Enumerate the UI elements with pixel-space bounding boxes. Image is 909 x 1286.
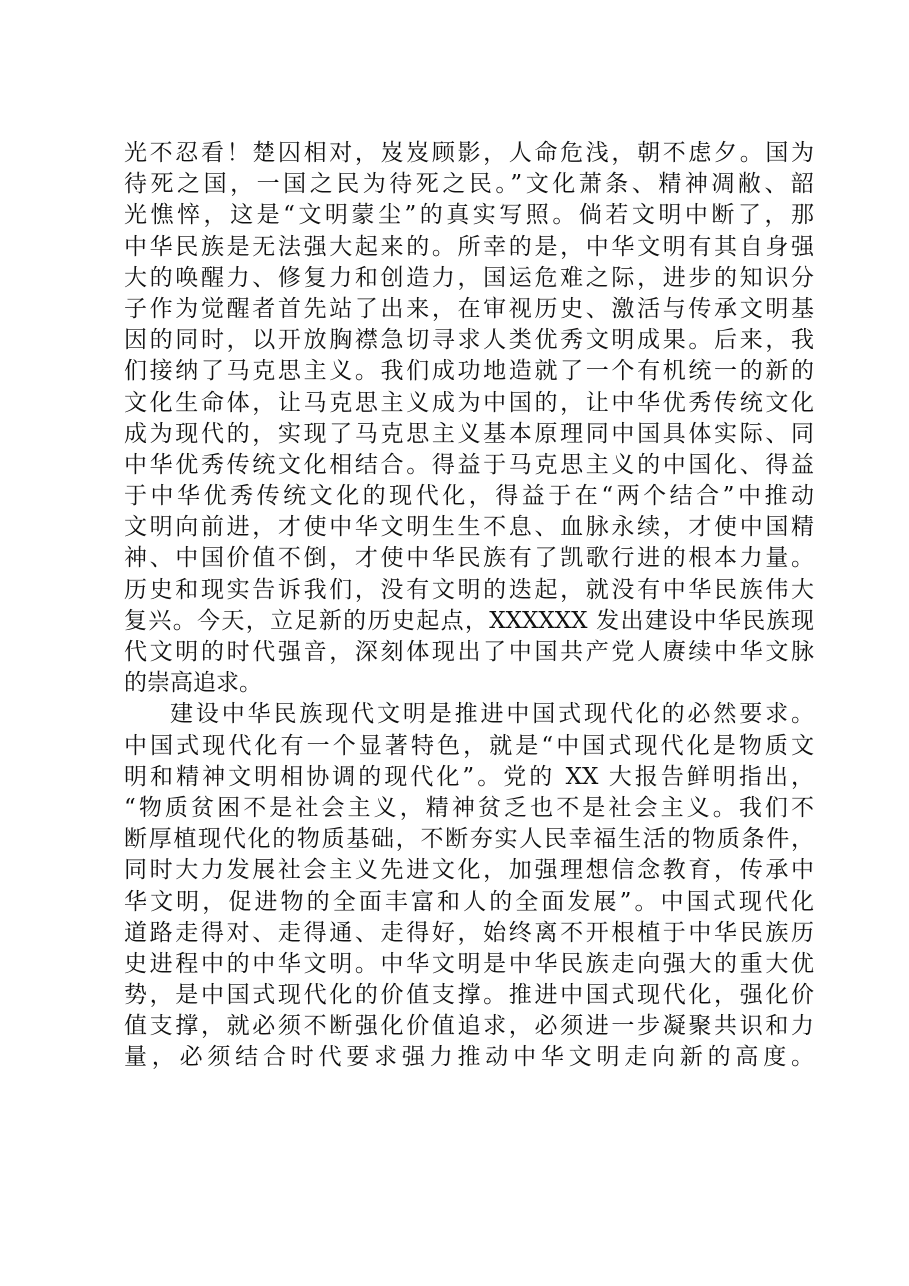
text-line: 待死之国，一国之民为待死之民。”文化萧条、精神凋敝、韶 bbox=[124, 171, 814, 198]
body-text bbox=[124, 138, 814, 1074]
text-line: 华文明，促进物的全面丰富和人的全面发展”。中国式现代化 bbox=[124, 888, 814, 915]
text-line: 中华优秀传统文化相结合。得益于马克思主义的中国化、得益 bbox=[124, 451, 814, 478]
paragraph-end-line: 的崇高追求。 bbox=[124, 670, 262, 697]
text-line: 断厚植现代化的物质基础，不断夯实人民幸福生活的物质条件， bbox=[124, 826, 814, 853]
text-line: 因的同时，以开放胸襟急切寻求人类优秀文明成果。后来，我 bbox=[124, 327, 814, 354]
text-line: 们接纳了马克思主义。我们成功地造就了一个有机统一的新的 bbox=[124, 358, 814, 385]
text-line: 文化生命体，让马克思主义成为中国的，让中华优秀传统文化 bbox=[124, 389, 814, 416]
text-line: 光憔悴，这是“文明蒙尘”的真实写照。倘若文明中断了，那 bbox=[124, 202, 814, 229]
text-line: 中国式现代化有一个显著特色，就是“中国式现代化是物质文 bbox=[124, 732, 814, 759]
text-line: 同时大力发展社会主义先进文化，加强理想信念教育，传承中 bbox=[124, 857, 814, 884]
text-line: 中华民族是无法强大起来的。所幸的是，中华文明有其自身强 bbox=[124, 233, 814, 260]
text-line: 大的唤醒力、修复力和创造力，国运危难之际，进步的知识分 bbox=[124, 264, 814, 291]
text-line: 神、中国价值不倒，才使中华民族有了凯歌行进的根本力量。 bbox=[124, 545, 814, 572]
text-line: 量，必须结合时代要求强力推动中华文明走向新的高度。 bbox=[124, 1044, 814, 1071]
text-line: “物质贫困不是社会主义，精神贫乏也不是社会主义。我们不 bbox=[124, 794, 814, 821]
text-line: 文明向前进，才使中华文明生生不息、血脉永续，才使中国精 bbox=[124, 514, 814, 541]
text-line: 道路走得对、走得通、走得好，始终离不开根植于中华民族历 bbox=[124, 919, 814, 946]
text-line: 值支撑，就必须不断强化价值追求，必须进一步凝聚共识和力 bbox=[124, 1013, 814, 1040]
text-line: 历史和现实告诉我们，没有文明的迭起，就没有中华民族伟大 bbox=[124, 576, 814, 603]
text-line: 史进程中的中华文明。中华文明是中华民族走向强大的重大优 bbox=[124, 950, 814, 977]
paragraph-first-line: 建设中华民族现代文明是推进中国式现代化的必然要求。 bbox=[170, 701, 814, 728]
text-line: 于中华优秀传统文化的现代化，得益于在“两个结合”中推动 bbox=[124, 483, 814, 510]
text-line: 成为现代的，实现了马克思主义基本原理同中国具体实际、同 bbox=[124, 420, 814, 447]
text-line: 复兴。今天，立足新的历史起点，XXXXXX 发出建设中华民族现 bbox=[124, 607, 814, 634]
text-line: 子作为觉醒者首先站了出来，在审视历史、激活与传承文明基 bbox=[124, 295, 814, 322]
text-line: 代文明的时代强音，深刻体现出了中国共产党人赓续中华文脉 bbox=[124, 639, 814, 665]
text-line: 势，是中国式现代化的价值支撑。推进中国式现代化，强化价 bbox=[124, 982, 814, 1009]
text-line: 光不忍看！楚囚相对，岌岌顾影，人命危浅，朝不虑夕。国为 bbox=[124, 140, 814, 166]
text-line: 明和精神文明相协调的现代化”。党的 XX 大报告鲜明指出， bbox=[124, 763, 814, 790]
